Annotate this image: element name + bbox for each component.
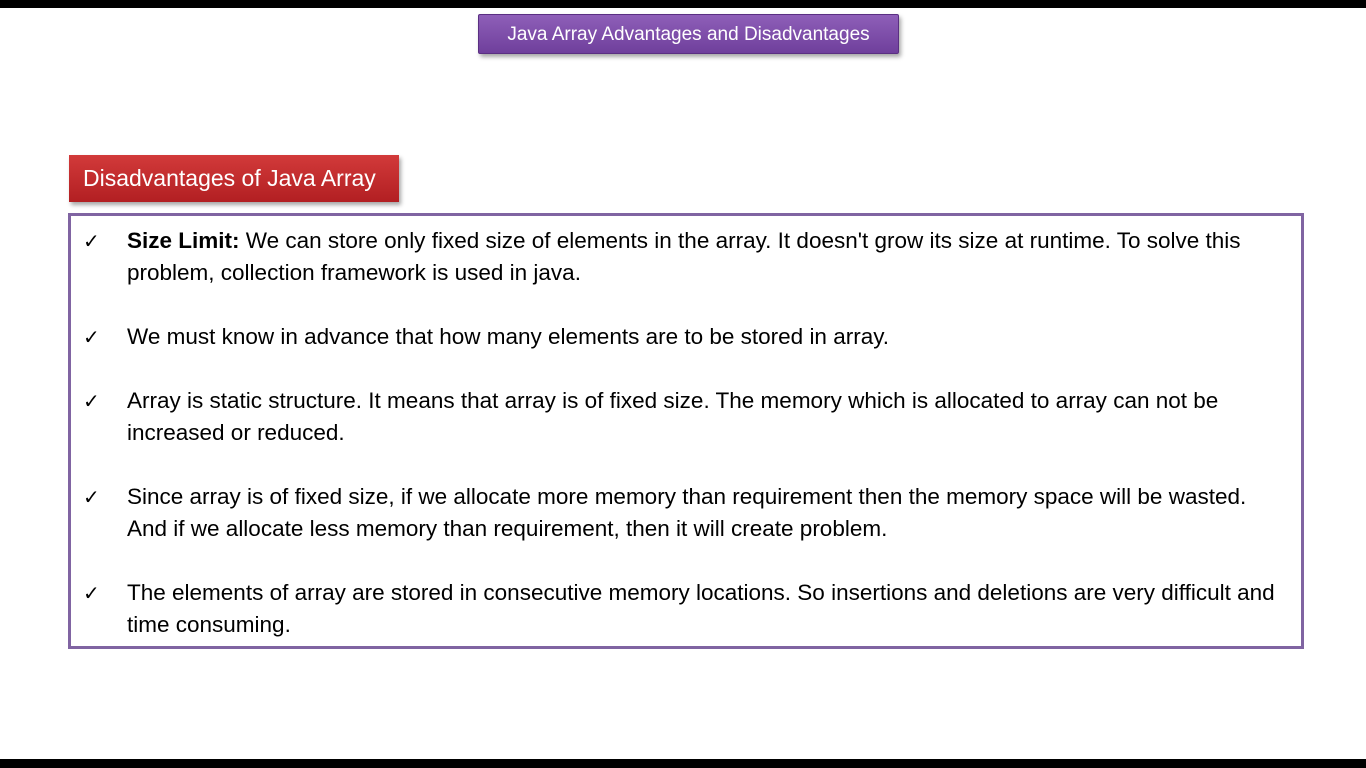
bottom-black-bar [0, 759, 1366, 768]
slide-title: Java Array Advantages and Disadvantages [478, 14, 899, 54]
section-header: Disadvantages of Java Array [69, 155, 399, 202]
check-mark-icon: ✓ [83, 325, 100, 349]
check-mark-icon: ✓ [83, 485, 100, 509]
point-text: The elements of array are stored in consecutive memory locations. So insertions and deletions are very difficult and time consuming. [127, 580, 1275, 637]
point-text: Since array is of fixed size, if we allocate more memory than requirement then the memory space will be wasted. And if we allocate less memory than requirement, then it will create problem. [127, 484, 1247, 541]
point-text: Array is static structure. It means that array is of fixed size. The memory which is allocated to array can not be increased or reduced. [127, 388, 1219, 445]
top-black-bar [0, 0, 1366, 8]
point-body: We can store only fixed size of elements in the array. It doesn't grow its size at runtime. To solve this problem, collection framework is used in java. [127, 228, 1241, 285]
point-text: We must know in advance that how many elements are to be stored in array. [127, 324, 890, 349]
point-bold-label: Size Limit: [127, 228, 240, 253]
disadvantages-box [68, 213, 1304, 649]
point-text [127, 225, 1285, 289]
check-mark-icon: ✓ [83, 389, 100, 413]
check-mark-icon: ✓ [83, 229, 100, 253]
check-mark-icon: ✓ [83, 581, 100, 605]
